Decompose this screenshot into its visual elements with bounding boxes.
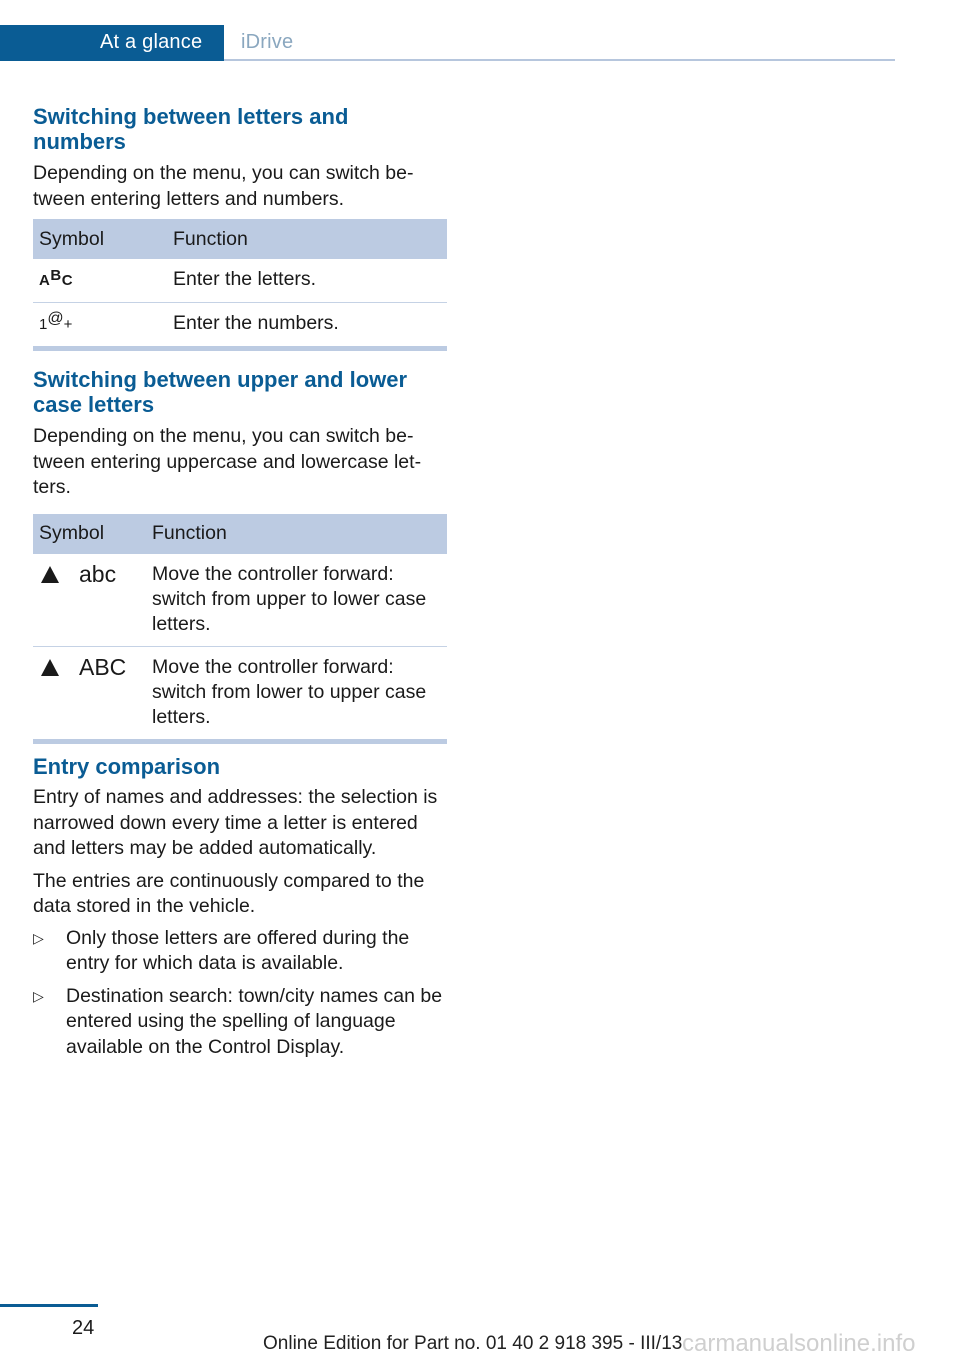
controller-forward-icon [41,566,59,583]
col-function: Function [167,219,447,259]
letters-symbol-icon: ABC [33,259,167,303]
watermark: carmanualsonline.info [682,1330,916,1357]
section-title: Switching between letters and numbers [33,104,349,154]
list-item: ▷ Only those letters are offered during the entry for which data is available. [33,926,410,974]
paragraph: The entries are continuously compared to the data stored in the vehicle. [33,869,425,917]
col-symbol: Symbol [33,219,167,259]
table-row [33,646,447,739]
col-symbol: Symbol [33,514,146,554]
function-text: Move the controller forward: switch from upper to lower case letters. [146,554,447,647]
paragraph: Entry of names and addresses: the selection is narrowed down every time a letter is entered and letters may be added automatically. [33,786,438,859]
col-function: Function [146,514,447,554]
controller-forward-icon [41,659,59,676]
section-entry-comparison [33,754,447,1067]
header-rule [224,59,895,61]
section-title: Switching between upper and lower case letters [33,367,408,417]
table-header [33,514,447,554]
section-body: Depending on the menu, you can switch be-tween entering letters and numbers. [33,162,414,210]
section-letters-numbers [33,104,447,351]
triangle-bullet-icon: ▷ [33,987,44,1004]
function-text: Enter the letters. [167,259,447,303]
tab-idrive[interactable]: iDrive [241,31,294,53]
bullet-list [33,926,447,1061]
triangle-bullet-icon: ▷ [33,929,44,946]
table-end-rule [33,346,447,351]
table-row [33,303,447,347]
edition-text: Online Edition for Part no. 01 40 2 918 395 - III/13 [263,1333,683,1354]
symbol-table [33,219,447,346]
section-body: Depending on the menu, you can switch be-tween entering uppercase and lowercase let-ters. [33,425,422,498]
numbers-symbol-icon: 1@+ [39,310,73,333]
table-row [33,554,447,647]
table-end-rule [33,739,447,744]
section-upper-lower-case [33,367,447,744]
section-title: Entry comparison [33,754,221,779]
uppercase-symbol: ABC [33,646,146,739]
function-text: Enter the numbers. [173,312,339,334]
list-item: ▷ Destination search: town/city names can be entered using the spelling of language available on the Control Display. [33,984,443,1058]
footer-rule [0,1304,98,1307]
lowercase-symbol: abc [33,554,146,647]
table-header [33,219,447,259]
tab-at-a-glance[interactable]: At a glance [100,31,203,53]
symbol-table [33,514,447,739]
page-number: 24 [72,1317,95,1339]
function-text: Move the controller forward: switch from lower to upper case letters. [152,655,427,728]
table-row [33,259,447,303]
